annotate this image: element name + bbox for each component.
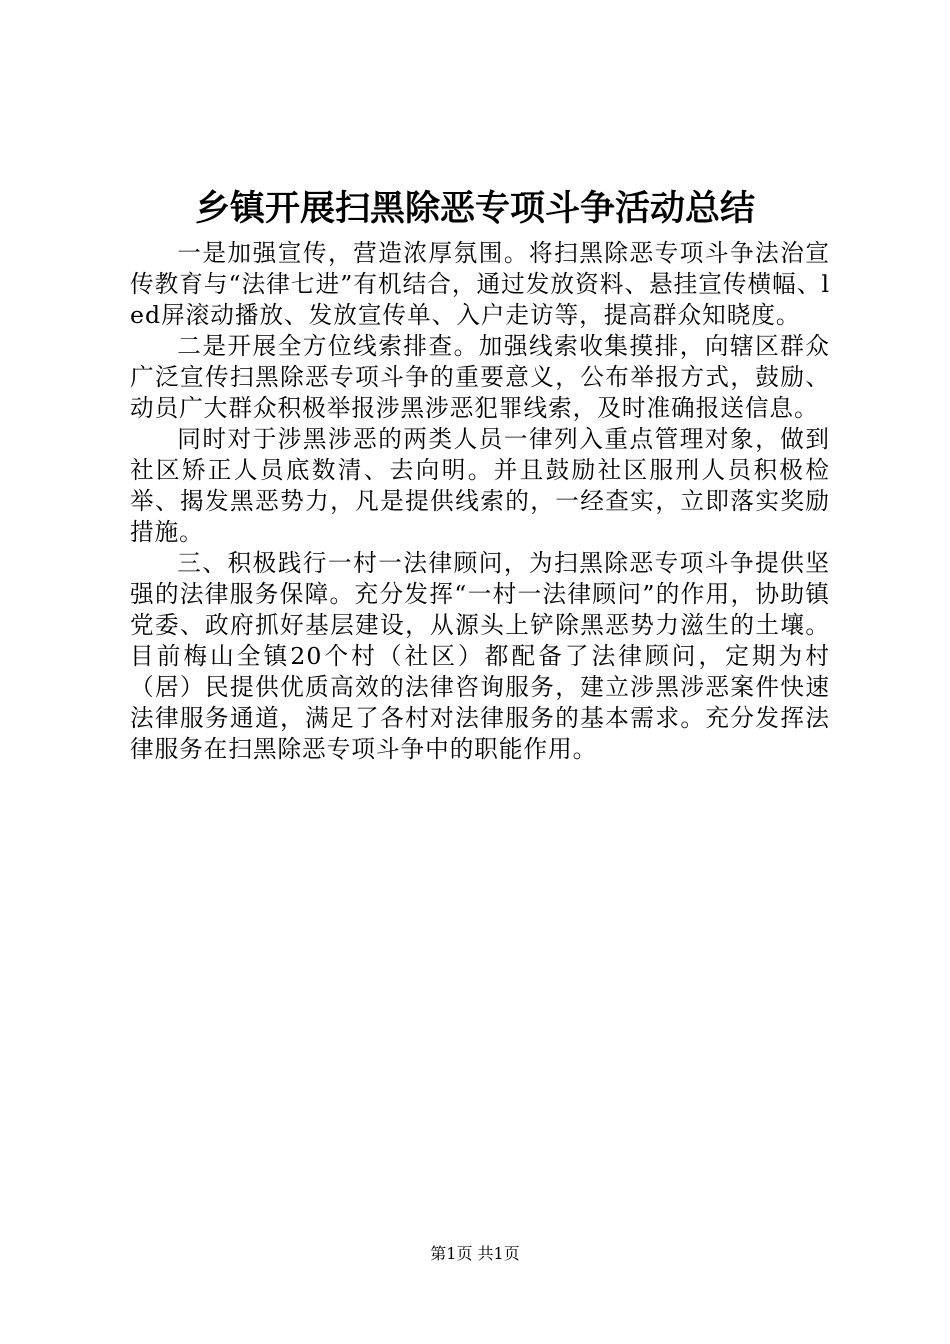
paragraph-publicity: 一是加强宣传，营造浓厚氛围。将扫黑除恶专项斗争法治宣传教育与“法律七进”有机结合，通过发放资料、悬挂宣传横幅、led屏滚动播放、发放宣传单、入户走访等，提高群众知晓度。 xyxy=(130,239,830,329)
page-footer: 第1页 共1页 xyxy=(430,1244,520,1263)
paragraph-key-personnel: 同时对于涉黑涉恶的两类人员一律列入重点管理对象，做到社区矫正人员底数清、去向明。并且鼓励社区服刑人员积极检举、揭发黑恶势力，凡是提供线索的，一经查实，立即落实奖励措施。 xyxy=(130,425,830,546)
paragraph-legal-advisor: 三、积极践行一村一法律顾问，为扫黑除恶专项斗争提供坚强的法律服务保障。充分发挥“一村一法律顾问”的作用，协助镇党委、政府抓好基层建设，从源头上铲除黑恶势力滋生的土壤。目前梅山全镇20个村（社区）都配备了法律顾问，定期为村（居）民提供优质高效的法律咨询服务，建立涉黑涉恶案件快速法律服务通道，满足了各村对法律服务的基本需求。充分发挥法律服务在扫黑除恶专项斗争中的职能作用。 xyxy=(130,549,830,763)
document-title: 乡镇开展扫黑除恶专项斗争活动总结 xyxy=(194,188,755,229)
document-body xyxy=(130,238,830,765)
paragraph-clue-investigation: 二是开展全方位线索排查。加强线索收集摸排，向辖区群众广泛宣传扫黑除恶专项斗争的重要意义，公布举报方式，鼓励、动员广大群众积极举报涉黑涉恶犯罪线索，及时准确报送信息。 xyxy=(130,332,830,422)
